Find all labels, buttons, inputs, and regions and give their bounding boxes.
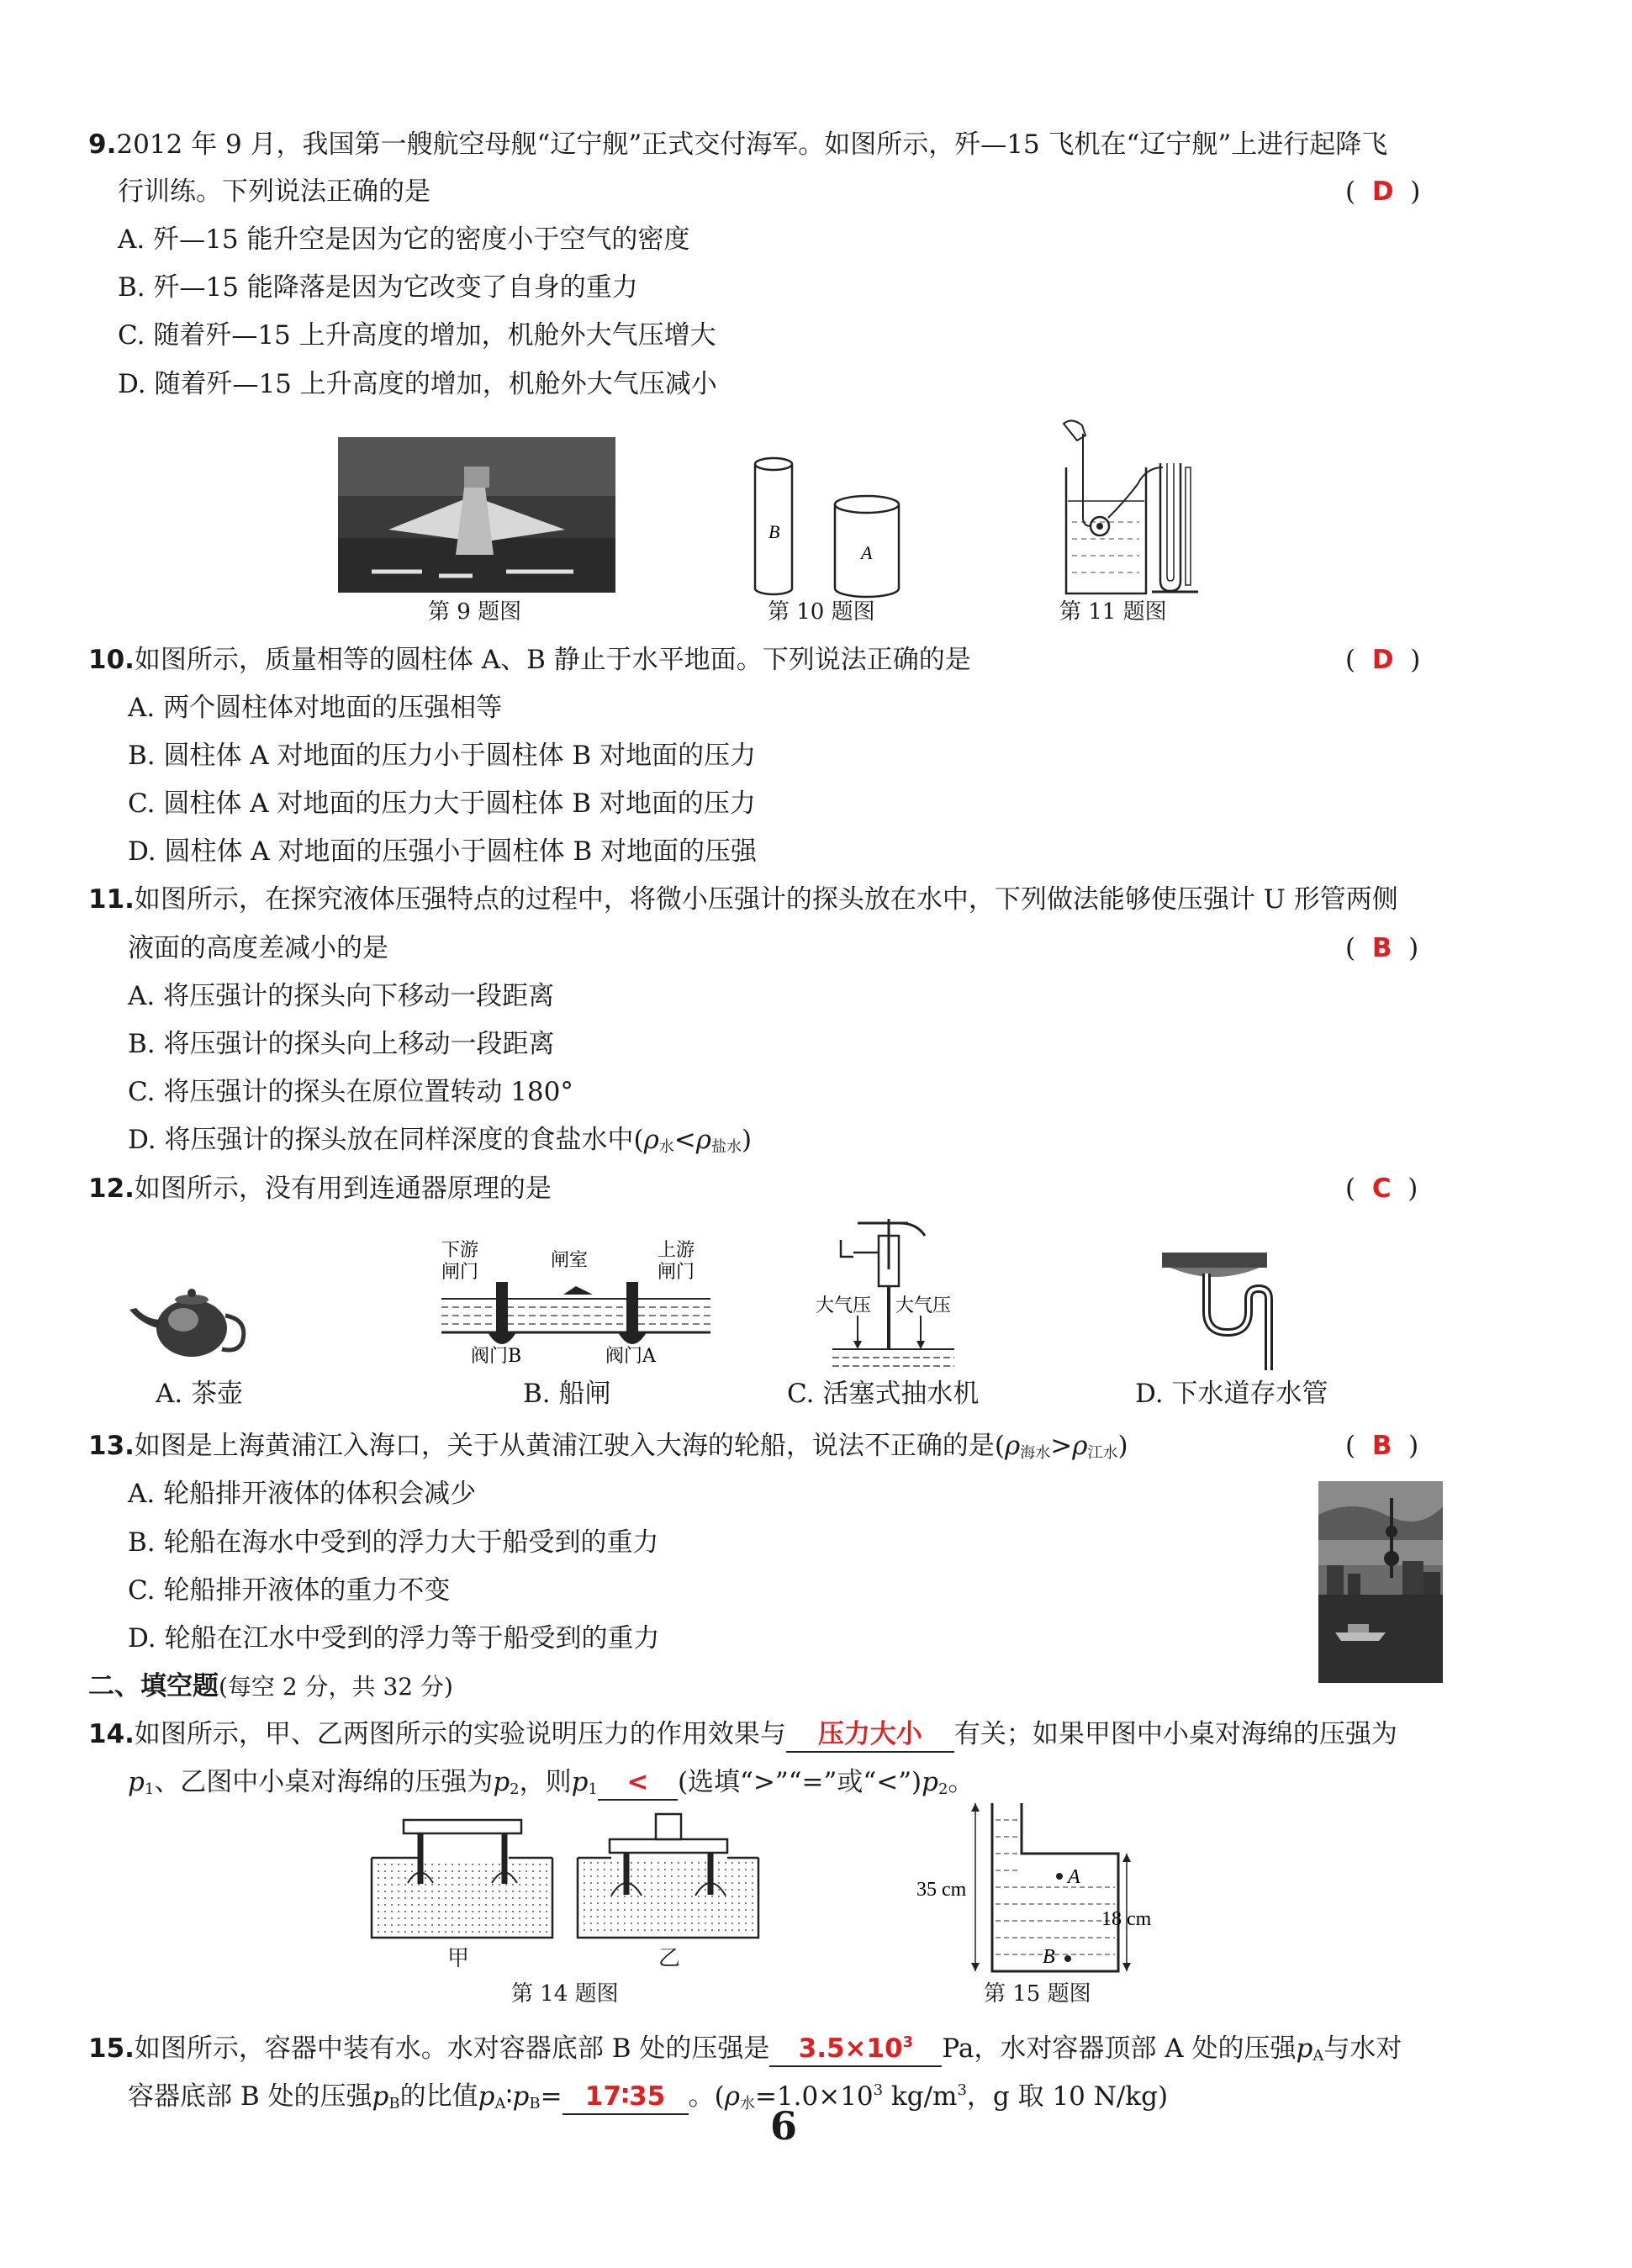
q15-ratio-colon: ∶: [505, 2081, 513, 2112]
fig15-height-35: 35 cm: [916, 1879, 967, 1901]
q11-answer: B: [1371, 933, 1392, 963]
q14-p2-sub: 2: [510, 1780, 520, 1798]
ship-lock-figure: [437, 1236, 715, 1370]
q11-sub-salt: 盐水: [711, 1138, 742, 1156]
q14-p2-again-sub: 2: [938, 1780, 948, 1798]
q13-rho-river: ρ: [1072, 1431, 1088, 1461]
q14-p2: p: [493, 1767, 510, 1797]
q15-part4: 容器底部 B 处的压强: [128, 2081, 372, 2112]
figure-15-caption: 第 15 题图: [984, 1981, 1091, 2007]
q13-stem: 如图是上海黄浦江入海口，关于从黄浦江驶入大海的轮船，说法不正确的是(: [134, 1431, 1006, 1461]
q11-option-b: B. 将压强计的探头向上移动一段距离: [128, 1029, 555, 1059]
q15-part6: 。(: [688, 2081, 725, 2112]
drain-trap-figure: [1160, 1248, 1278, 1370]
q9-option-a: A. 歼—15 能升空是因为它的密度小于空气的密度: [118, 224, 690, 255]
q9-option-d: D. 随着歼—15 上升高度的增加，机舱外大气压减小: [118, 369, 717, 399]
q15-number: 15.: [88, 2033, 135, 2064]
q14-part2: 有关；如果甲图中小桌对海绵的压强为: [953, 1719, 1397, 1749]
lock-text-upstream: 上游: [658, 1240, 695, 1261]
fig15-height-18: 18 cm: [1101, 1908, 1152, 1930]
q12-label-b: B. 船闸: [523, 1379, 611, 1409]
q14-part4: ，则: [519, 1767, 572, 1797]
figure-11-pressure-gauge: [1034, 417, 1202, 598]
q14-part1: 如图所示，甲、乙两图所示的实验说明压力的作用效果与: [134, 1719, 786, 1749]
q13-answer-paren: ( B ): [1345, 1431, 1419, 1461]
q13-option-c: C. 轮船排开液体的重力不变: [128, 1575, 451, 1606]
figure-14-yi-caption: 乙: [658, 1946, 681, 1971]
q15-pb: p: [372, 2081, 389, 2112]
page-number: 6: [770, 2103, 798, 2149]
q15-rho-exponent: 3: [873, 2081, 884, 2099]
q15-line2: [128, 2074, 1168, 2121]
q12-answer: C: [1371, 1174, 1392, 1204]
q15-pb-sub: B: [388, 2095, 400, 2112]
q15-pa-sub: A: [1312, 2047, 1324, 2065]
q12-stem: 如图所示，没有用到连通器原理的是: [134, 1174, 552, 1204]
q9-option-c: C. 随着歼—15 上升高度的增加，机舱外大气压增大: [118, 320, 716, 351]
q11-answer-paren: ( B ): [1345, 933, 1419, 963]
q10-option-d: D. 圆柱体 A 对地面的压强小于圆柱体 B 对地面的压强: [128, 836, 758, 867]
q15-fill-2[interactable]: 17∶35: [562, 2080, 689, 2115]
q14-p1-again-sub: 1: [588, 1780, 598, 1798]
q11-sub-water: 水: [658, 1138, 674, 1156]
q13-option-a: A. 轮船排开液体的体积会减少: [128, 1479, 477, 1509]
q13-close: ): [1117, 1431, 1128, 1461]
q10-stem-line: [88, 643, 971, 677]
q15-ratio-rhs-sub: B: [529, 2095, 541, 2112]
q15-rho-sub: 水: [739, 2095, 755, 2112]
q13-sub-sea: 海水: [1020, 1444, 1051, 1462]
q14-p1: p: [128, 1767, 145, 1797]
figure-14-jia: [370, 1816, 555, 1942]
pump-text-left: 大气压: [816, 1295, 872, 1316]
fig15-point-b: B: [1043, 1946, 1055, 1968]
q10-option-b: B. 圆柱体 A 对地面的压力小于圆柱体 B 对地面的压力: [128, 741, 757, 771]
q10-answer: D: [1371, 645, 1394, 675]
figure-10-caption: 第 10 题图: [768, 599, 875, 625]
cylinder-b-label: B: [768, 521, 780, 542]
lock-text-valve-b: 阀门B: [471, 1346, 522, 1367]
q11-option-c: C. 将压强计的探头在原位置转动 180°: [128, 1077, 573, 1107]
piston-pump-figure: [807, 1215, 975, 1370]
section-2-note: (每空 2 分，共 32 分): [219, 1673, 453, 1701]
q11-text-line1: 如图所示，在探究液体压强特点的过程中，将微小压强计的探头放在水中，下列做法能够使压强计 U 形管两侧: [134, 884, 1398, 915]
q13-option-b: B. 轮船在海水中受到的浮力大于船受到的重力: [128, 1527, 659, 1558]
q14-part5: (选填“>”“=”或“<”): [677, 1767, 922, 1797]
q13-rho-sea: ρ: [1005, 1431, 1021, 1461]
figure-9-caption: 第 9 题图: [428, 599, 522, 625]
q10-number: 10.: [88, 645, 135, 675]
figure-10-cylinders: [747, 454, 915, 597]
q9-text-line2: 行训练。下列说法正确的是: [118, 177, 430, 207]
figure-15-container: [916, 1799, 1160, 1975]
q13-option-d: D. 轮船在江水中受到的浮力等于船受到的重力: [128, 1623, 660, 1654]
q9-text-line1: 2012 年 9 月，我国第一艘航空母舰“辽宁舰”正式交付海军。如图所示，歼—15 飞机在“辽宁舰”上进行起降飞: [116, 129, 1388, 160]
q13-gt: >: [1050, 1431, 1073, 1461]
q15-fill-1-exponent: 3: [902, 2033, 914, 2051]
q14-part6: 。: [948, 1767, 974, 1797]
pump-text-right: 大气压: [895, 1295, 952, 1316]
q15-units: kg/m: [883, 2081, 958, 2112]
q11-option-d-suffix: ): [742, 1125, 753, 1155]
teapot-figure: [126, 1278, 252, 1362]
q15-ratio-lhs-sub: A: [494, 2095, 506, 2112]
q15-line1: [88, 2026, 1402, 2073]
q10-stem: 如图所示，质量相等的圆柱体 A、B 静止于水平地面。下列说法正确的是: [134, 645, 971, 675]
q9-answer: D: [1371, 177, 1394, 207]
q15-ratio-lhs: p: [478, 2081, 495, 2112]
q13-sub-river: 江水: [1087, 1444, 1118, 1462]
figure-9-photo: [338, 437, 615, 593]
q15-rho: ρ: [724, 2081, 740, 2112]
q14-fill-1[interactable]: 压力大小: [786, 1717, 954, 1753]
figure-14-jia-caption: 甲: [447, 1946, 470, 1971]
lock-text-gate-right: 闸门: [658, 1262, 695, 1283]
q15-pa: p: [1296, 2033, 1313, 2064]
q14-p2-again: p: [922, 1767, 938, 1797]
q15-fill-1-value: 3.5×10: [798, 2033, 903, 2064]
q14-line2: [128, 1765, 974, 1806]
q14-line1: [88, 1717, 1397, 1753]
q9-option-b: B. 歼—15 能降落是因为它改变了自身的重力: [118, 272, 638, 303]
q9-line1: [88, 128, 1387, 161]
q15-part5: 的比值: [399, 2081, 478, 2112]
section-2-title: 二、填空题: [88, 1671, 219, 1701]
lock-text-gate-left: 闸门: [441, 1262, 479, 1283]
q14-number: 14.: [88, 1719, 135, 1749]
q15-part3: 与水对: [1323, 2033, 1402, 2064]
q13-stem-line: [88, 1429, 1128, 1470]
q15-units-exponent: 3: [957, 2081, 967, 2099]
q13-answer: B: [1371, 1431, 1392, 1461]
q15-ratio-rhs: p: [512, 2081, 530, 2112]
figure-14-caption: 第 14 题图: [511, 1981, 619, 2007]
q11-option-d: [128, 1123, 752, 1164]
cylinder-a-label: A: [861, 542, 873, 563]
q14-p1-sub: 1: [144, 1780, 155, 1798]
q11-rho-water: ρ: [643, 1125, 659, 1155]
q14-fill-2[interactable]: <: [598, 1765, 678, 1801]
q12-label-a: A. 茶壶: [156, 1379, 244, 1409]
q13-number: 13.: [88, 1431, 135, 1461]
q12-label-d: D. 下水道存水管: [1135, 1379, 1328, 1409]
section-2-heading: [88, 1669, 453, 1704]
q14-p1-again: p: [571, 1767, 589, 1797]
q12-answer-paren: ( C ): [1345, 1174, 1418, 1204]
fig15-point-a: A: [1068, 1866, 1080, 1888]
figure-13-shanghai-photo: [1318, 1481, 1443, 1683]
q15-fill-1[interactable]: [769, 2026, 942, 2067]
q12-label-c: C. 活塞式抽水机: [787, 1379, 980, 1409]
q11-text-line2: 液面的高度差减小的是: [128, 933, 388, 963]
q15-g-text: ，g 取 10 N/kg): [966, 2081, 1169, 2112]
q11-number: 11.: [88, 884, 135, 915]
q15-part1: 如图所示，容器中装有水。水对容器底部 B 处的压强是: [134, 2033, 770, 2064]
q15-equals: =: [540, 2081, 562, 2112]
q11-option-d-prefix: D. 将压强计的探头放在同样深度的食盐水中(: [128, 1125, 644, 1155]
q11-line1: [88, 883, 1398, 916]
q15-part2: Pa，水对容器顶部 A 处的压强: [942, 2033, 1297, 2064]
q10-answer-paren: ( D ): [1345, 645, 1421, 675]
lock-text-downstream: 下游: [441, 1240, 479, 1261]
q14-part3: 、乙图中小桌对海绵的压强为: [154, 1767, 494, 1797]
lock-text-valve-a: 阀门A: [605, 1346, 656, 1367]
q9-answer-paren: ( D ): [1345, 177, 1421, 207]
figure-11-caption: 第 11 题图: [1059, 599, 1167, 625]
q10-option-a: A. 两个圆柱体对地面的压强相等: [128, 693, 503, 723]
q12-stem-line: [88, 1172, 552, 1205]
q11-option-a: A. 将压强计的探头向下移动一段距离: [128, 981, 555, 1011]
lock-text-chamber: 闸室: [551, 1250, 589, 1271]
figure-14-yi: [576, 1807, 761, 1942]
q10-option-c: C. 圆柱体 A 对地面的压力大于圆柱体 B 对地面的压力: [128, 789, 756, 819]
q12-number: 12.: [88, 1174, 135, 1204]
q9-number: 9.: [88, 129, 117, 160]
q11-rho-salt: ρ: [695, 1125, 712, 1155]
q15-rho-value: =1.0×10: [754, 2081, 874, 2112]
q11-lt: <: [673, 1125, 696, 1155]
